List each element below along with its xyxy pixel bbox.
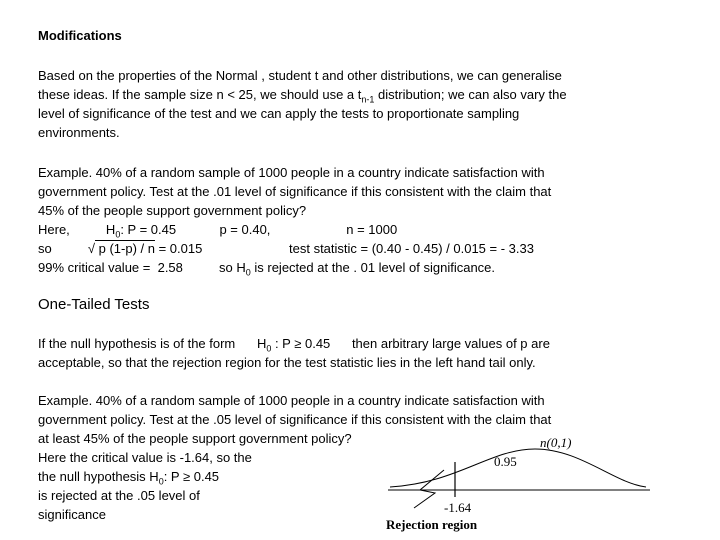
intro-line-2: [38, 85, 567, 104]
null-hypothesis: H: [256, 336, 267, 351]
calc-so-line: [38, 239, 551, 258]
text-segment: the null hypothesis H: [38, 469, 159, 484]
distribution-label: n(0,1): [540, 435, 572, 450]
example1-paragraph: [38, 163, 551, 277]
one-tailed-line-1: [38, 334, 550, 353]
text-segment: these ideas. If the sample size n < 25, we should use a t: [38, 87, 362, 102]
calc-here-line: [38, 220, 551, 239]
intro-line-1: Based on the properties of the Normal , student t and other distributions, we can generalise: [38, 68, 562, 83]
rejection-region-label: Rejection region: [386, 517, 478, 532]
text-segment: : P ≥ 0.45 then arbitrary large values of p are: [271, 336, 550, 351]
intro-paragraph: [38, 66, 567, 142]
calc-critical-line: [38, 258, 551, 277]
subscript-n-1: n-1: [361, 94, 375, 105]
text-segment: distribution; we can also vary the: [374, 87, 567, 102]
intro-line-4: environments.: [38, 125, 120, 140]
test-statistic: test statistic = (0.40 - 0.45) / 0.015 = - 3.33: [289, 241, 534, 256]
example2-line-6: is rejected at the .05 level of: [38, 488, 200, 503]
null-hypothesis: H: [105, 222, 116, 237]
example2-line-2: government policy. Test at the .05 level of significance if this consistent with the claim that: [38, 412, 552, 427]
critical-value-text: 99% critical value = 2.58 so: [38, 260, 237, 275]
example2-line-1: Example. 40% of a random sample of 1000 people in a country indicate satisfaction with: [38, 393, 545, 408]
critical-value-label: -1.64: [444, 500, 472, 515]
text-segment: : P ≥ 0.45: [163, 469, 220, 484]
sample-size: n = 1000: [346, 222, 398, 237]
page-title: Modifications: [38, 28, 122, 43]
one-tailed-line-2: acceptable, so that the rejection region for the test statistic lies in the left hand tail only.: [38, 355, 536, 370]
so-label: so: [38, 241, 88, 256]
area-label: 0.95: [494, 454, 517, 469]
axis-break-icon: [414, 470, 444, 508]
radical-expression: p (1-p) / n: [95, 241, 155, 256]
conclusion-text: is rejected at the . 01 level of significance.: [250, 260, 496, 275]
one-tailed-paragraph: [38, 334, 550, 372]
example2-line-4: Here the critical value is -1.64, so the: [38, 450, 252, 465]
subscript-0: 0: [115, 229, 121, 240]
intro-line-3: level of significance of the test and we can apply the tests to proportionate sampling: [38, 106, 520, 121]
example2-line-3: at least 45% of the people support government policy?: [38, 431, 352, 446]
hypothesis-value: : P = 0.45: [120, 222, 220, 237]
null-hypothesis: H: [236, 260, 246, 275]
std-error-value: = 0.015: [154, 241, 289, 256]
example1-line-2: government policy. Test at the .01 level of significance if this consistent with the claim that: [38, 184, 552, 199]
example1-line-1: Example. 40% of a random sample of 1000 people in a country indicate satisfaction with: [38, 165, 545, 180]
radical-sign: √: [87, 241, 95, 256]
subscript-0: 0: [158, 476, 164, 487]
subscript-0: 0: [266, 343, 272, 354]
here-label: Here,: [38, 222, 106, 237]
text-segment: If the null hypothesis is of the form: [38, 336, 257, 351]
sample-proportion: p = 0.40,: [219, 222, 347, 237]
subscript-0: 0: [245, 267, 251, 278]
example2-line-7: significance: [38, 507, 106, 522]
example1-line-3: 45% of the people support government policy?: [38, 203, 307, 218]
normal-curve-diagram: [378, 432, 668, 538]
normal-curve: [390, 449, 646, 487]
section-heading-one-tailed: One-Tailed Tests: [38, 296, 150, 313]
